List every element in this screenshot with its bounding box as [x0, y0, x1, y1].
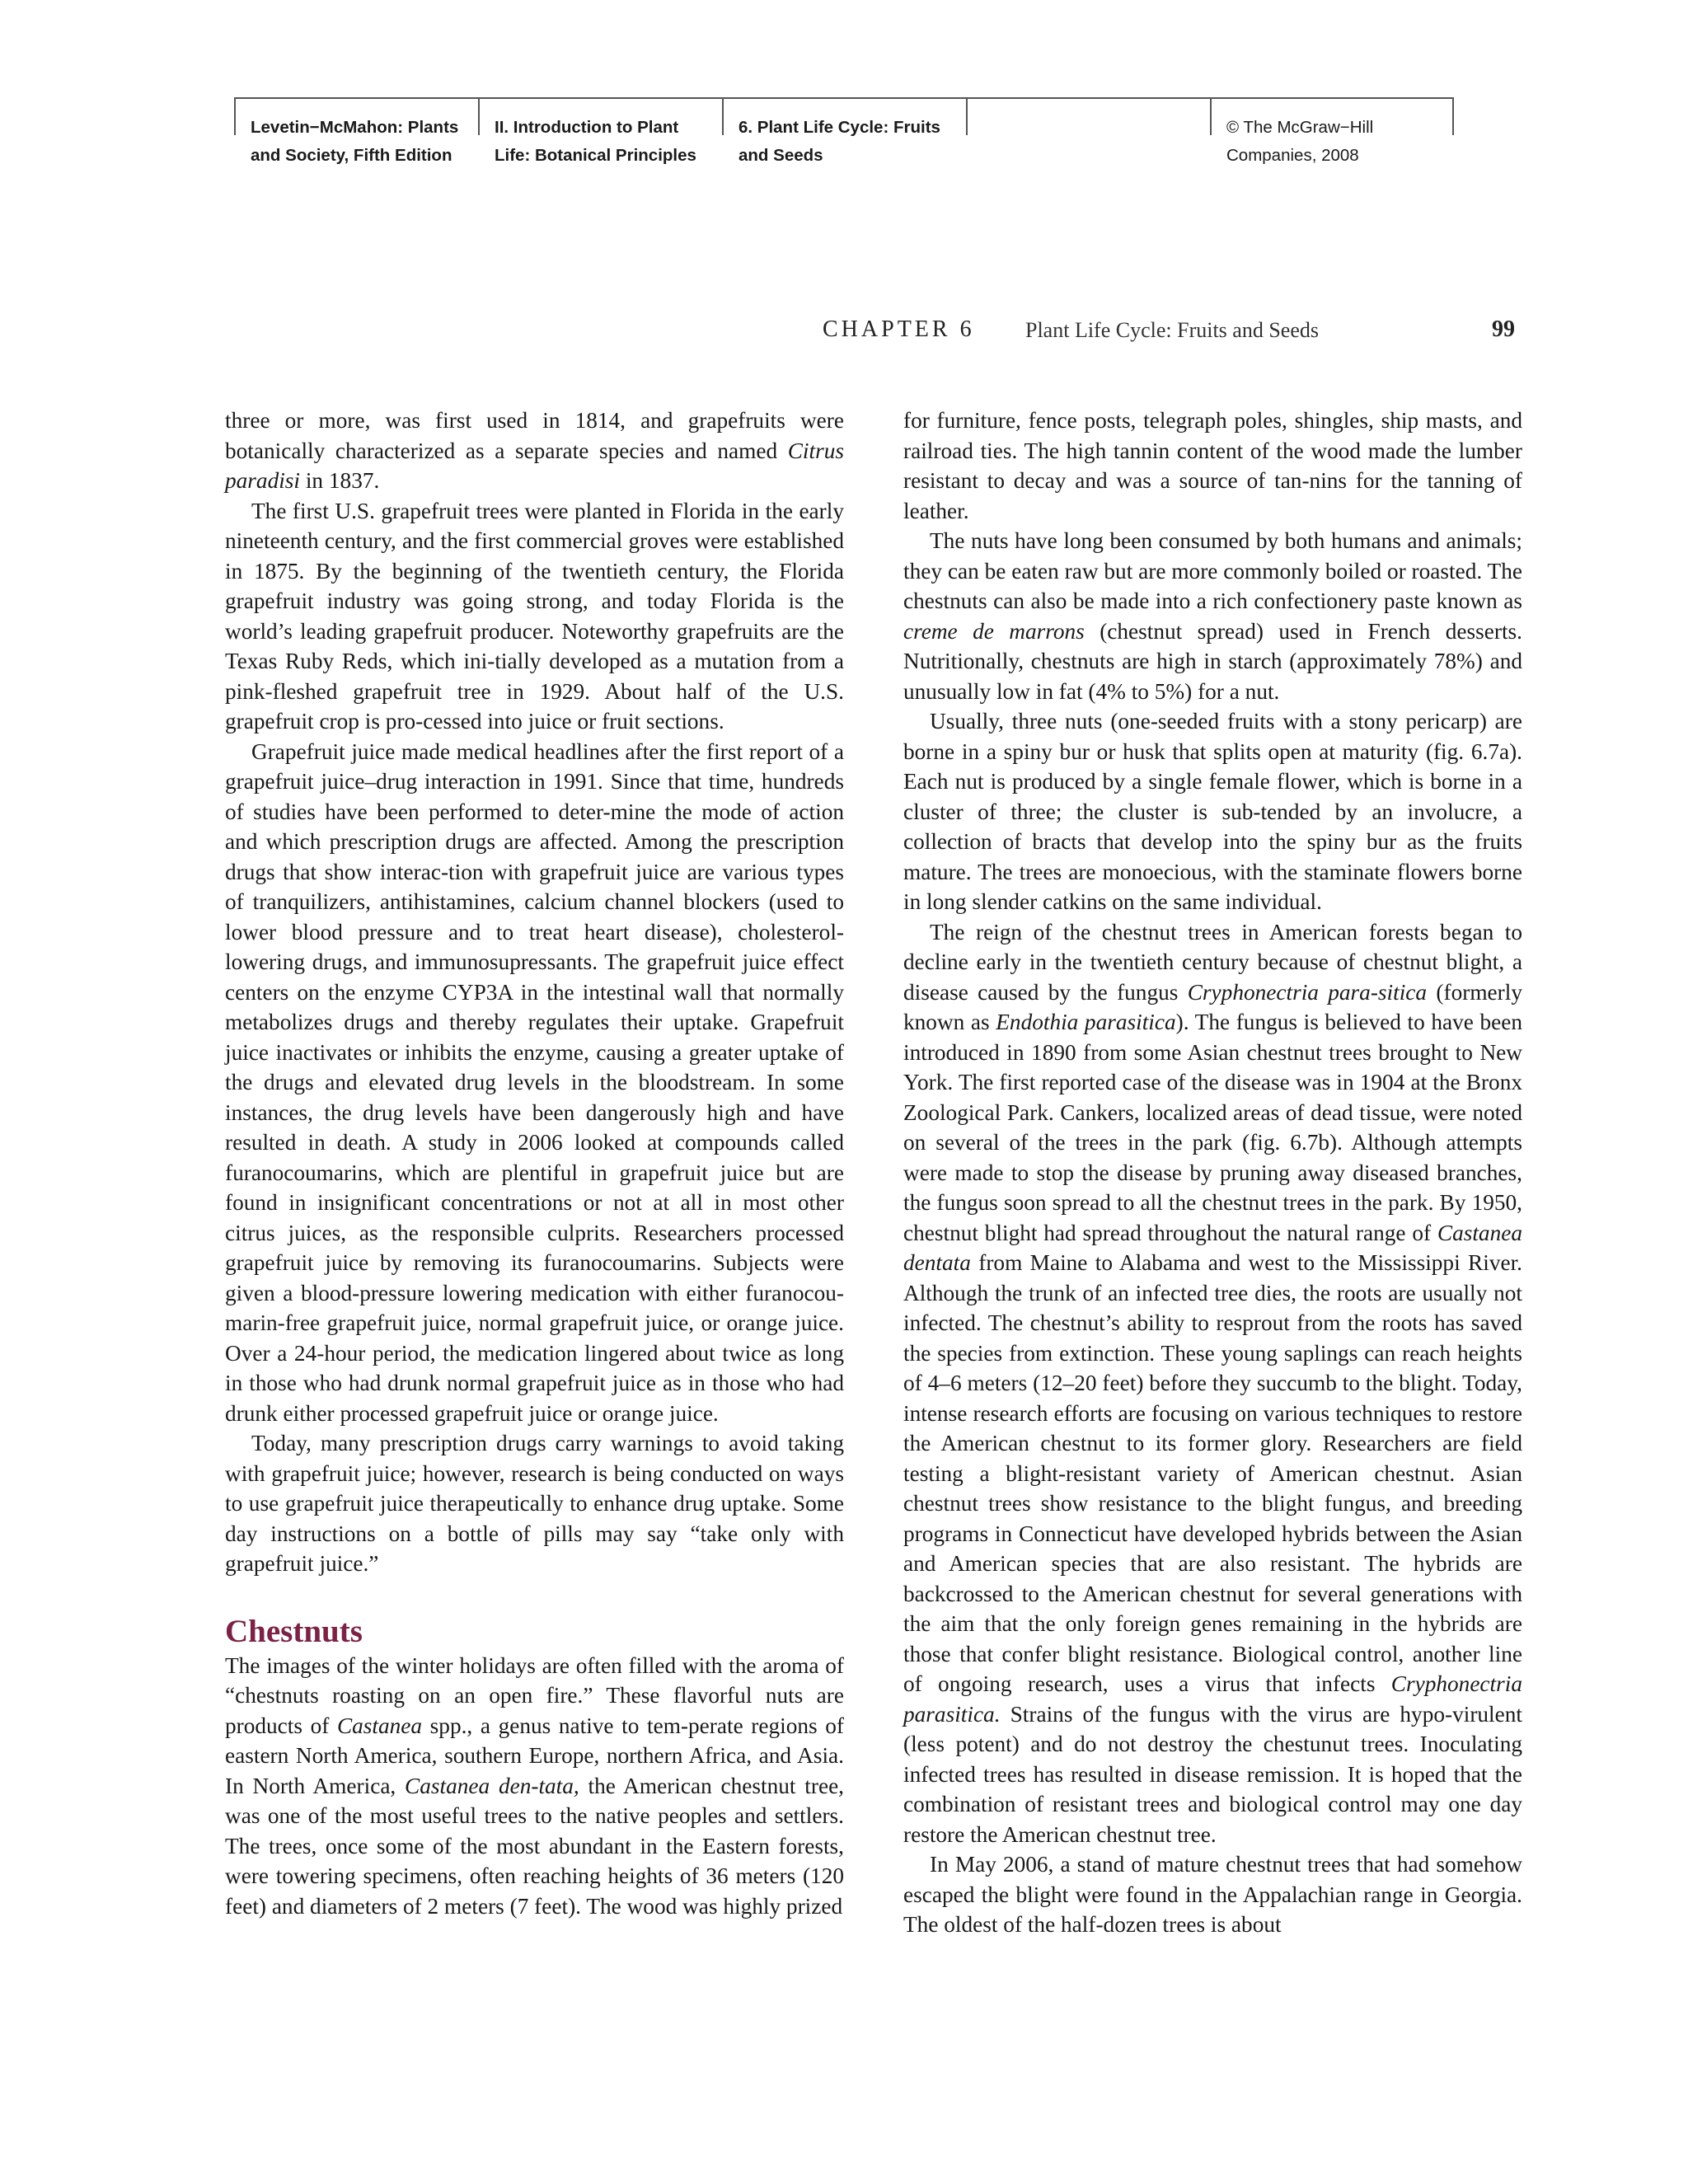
- header-divider: [478, 99, 480, 135]
- paragraph: Grapefruit juice made medical headlines after the first report of a grapefruit juice–drug interaction in 1991. Since that time, hundreds of studies have been performed to deter-mine the mode of action and which prescription drugs are affected. Among the prescription drugs that show interac-tion with grapefruit juice are various types of tranquilizers, antihistamines, calcium channel blockers (used to lower blood pressure and to treat heart disease), cholesterol-lowering drugs, and immunosupressants. The grapefruit juice effect centers on the enzyme CYP3A in the intestinal wall that normally metabolizes drugs and thereby regulates their uptake. Grapefruit juice inactivates or inhibits the enzyme, causing a greater uptake of the drugs and elevated drug levels in the bloodstream. In some instances, the drug levels have been dangerously high and have resulted in death. A study in 2006 looked at compounds called furanocoumarins, which are plentiful in grapefruit juice but are found in insignificant concentrations or not at all in most other citrus juices, as the responsible culprits. Researchers processed grapefruit juice by removing its furanocoumarins. Subjects were given a blood-pressure lowering medication with either furanocou-marin-free grapefruit juice, normal grapefruit juice, or orange juice. Over a 24-hour period, the medication lingered about twice as long in those who had drunk normal grapefruit juice as in those who had drunk either processed grapefruit juice or orange juice.: [225, 738, 844, 1426]
- running-head: [0, 316, 1688, 349]
- right-column: [903, 405, 1522, 1940]
- header-copyright: © The McGraw−Hill Companies, 2008: [1226, 118, 1374, 165]
- paragraph: In May 2006, a stand of mature chestnut trees that had somehow escaped the blight were found in the Appalachian range in Georgia. The oldest of the half-dozen trees is about: [903, 1852, 1522, 1937]
- paragraph: for furniture, fence posts, telegraph poles, shingles, ship masts, and railroad ties. The high tannin content of the wood made the lumber resistant to decay and was a source of tan-nins for the tanning of leather.: [903, 408, 1522, 523]
- paragraph: The reign of the chestnut trees in American forests began to decline early in the twentieth century because of chestnut blight, a disease caused by the fungus Cryphonectria para-sitica (formerly known as Endothia parasitica). The fungus is believed to have been introduced in 1890 from some Asian chestnut trees brought to New York. The first reported case of the disease was in 1904 at the Bronx Zoological Park. Cankers, localized areas of dead tissue, were noted on several of the trees in the park (fig. 6.7b). Although attempts were made to stop the disease by pruning away diseased branches, the fungus soon spread to all the chestnut trees in the park. By 1950, chestnut blight had spread throughout the natural range of Castanea dentata from Maine to Alabama and west to the Mississippi River. Although the trunk of an infected tree dies, the roots are usually not infected. The chestnut’s ability to resprout from the roots has saved the species from extinction. These young saplings can reach heights of 4–6 meters (12–20 feet) before they succumb to the blight. Today, intense research efforts are focusing on various techniques to restore the American chestnut to its former glory. Researchers are field testing a blight-resistant variety of American chestnut. Asian chestnut trees show resistance to the blight fungus, and breeding programs in Connecticut have developed hybrids between the Asian and American species that are also resistant. The hybrids are backcrossed to the American chestnut for several generations with the aim that the only foreign genes remaining in the hybrids are those that confer blight resistance. Biological control, another line of ongoing research, uses a virus that infects Cryphonectria parasitica. Strains of the fungus with the virus are hypo-virulent (less potent) and do not destroy the chestunut trees. Inoculating infected trees has resulted in disease remission. It is hoped that the combination of resistant trees and biological control may one day restore the American chestnut tree.: [903, 919, 1522, 1847]
- header-divider: [234, 99, 236, 135]
- paragraph: The nuts have long been consumed by both humans and animals; they can be eaten raw but are more commonly boiled or roasted. The chestnuts can also be made into a rich confectionery paste known as creme de marrons (chestnut spread) used in French desserts. Nutritionally, chestnuts are high in starch (approximately 78%) and unusually low in fat (4% to 5%) for a nut.: [903, 528, 1522, 704]
- paragraph: The images of the winter holidays are often filled with the aroma of “chestnuts roasting on an open fire.” These flavorful nuts are products of Castanea spp., a genus native to tem-perate regions of eastern North America, southern Europe, northern Africa, and Asia. In North America, Castanea den-tata, the American chestnut tree, was one of the most useful trees to the native peoples and settlers. The trees, once some of the most abundant in the Eastern forests, were towering specimens, often reaching heights of 36 meters (120 feet) and diameters of 2 meters (7 feet). The wood was highly prized: [225, 1652, 845, 1919]
- header-divider: [1210, 99, 1212, 135]
- paragraph: three or more, was first used in 1814, and grapefruits were botanically characterized as a separate species and named Citrus paradisi in 1837.: [225, 408, 844, 493]
- header-divider: [1452, 99, 1454, 135]
- page-number: 99: [1492, 316, 1515, 342]
- header-chapter-title: 6. Plant Life Cycle: Fruits and Seeds: [738, 118, 940, 165]
- paragraph: The first U.S. grapefruit trees were planted in Florida in the early nineteenth century, and the first commercial groves were established in 1875. By the beginning of the twentieth century, the Florida grapefruit industry was going strong, and today Florida is the world’s leading grapefruit producer. Noteworthy grapefruits are the Texas Ruby Reds, which ini-tially developed as a mutation from a pink-fleshed grapefruit tree in 1929. About half of the U.S. grapefruit crop is pro-cessed into juice or fruit sections.: [225, 498, 844, 733]
- left-column: [225, 405, 844, 1921]
- header-divider: [722, 99, 724, 135]
- paragraph: Today, many prescription drugs carry warnings to avoid taking with grapefruit juice; however, research is being conducted on ways to use grapefruit juice therapeutically to enhance drug uptake. Some day instructions on a bottle of pills may say “take only with grapefruit juice.”: [225, 1431, 844, 1576]
- running-head-title: Plant Life Cycle: Fruits and Seeds: [1025, 318, 1320, 342]
- section-heading: Chestnuts: [225, 1613, 363, 1649]
- header-book-title: Levetin−McMahon: Plants and Society, Fifth Edition: [251, 118, 459, 165]
- header-divider: [966, 99, 968, 135]
- paragraph: Usually, three nuts (one-seeded fruits with a stony pericarp) are borne in a spiny bur or husk that splits open at maturity (fig. 6.7a). Each nut is produced by a single female flower, which is borne in a cluster of three; the cluster is sub-tended by an involucre, a collection of bracts that develop into the spiny bur as the fruits mature. The trees are monoecious, with the staminate flowers borne in long slender catkins on the same individual.: [903, 709, 1522, 914]
- running-head-chapter: CHAPTER 6: [823, 316, 975, 342]
- header-part-title: II. Introduction to Plant Life: Botanical Principles: [495, 118, 696, 165]
